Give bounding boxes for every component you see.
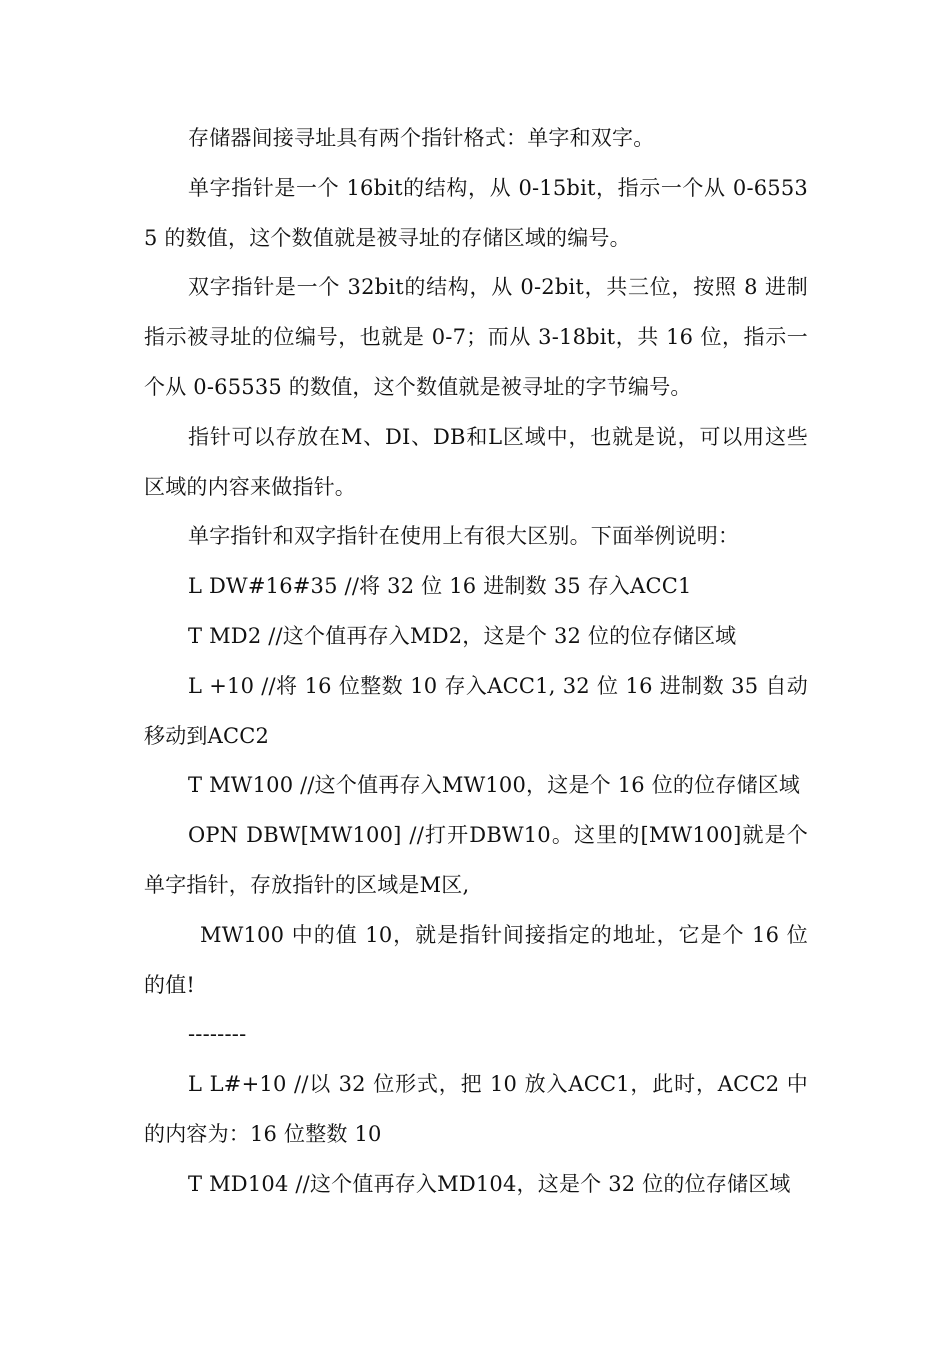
paragraph-mw100-value: MW100 中的值 10，就是指针间接指定的地址，它是个 16 位的值! xyxy=(144,922,808,997)
code-line-load-long: L L#+10 //以 32 位形式，把 10 放入ACC1，此时，ACC2 中的内容为：16 位整数 10 xyxy=(144,1072,808,1146)
paragraph-example-intro: 单字指针和双字指针在使用上有很大区别。下面举例说明： xyxy=(188,524,740,549)
code-line-load-int: L +10 //将 16 位整数 10 存入ACC1, 32 位 16 进制数 35 自动移动到ACC2 xyxy=(144,673,808,748)
separator-dashes: -------- xyxy=(188,1022,247,1047)
paragraph-single-word-pointer: 单字指针是一个 16bit的结构，从 0-15bit，指示一个从 0-65535 的数值，这个数值就是被寻址的存储区域的编号。 xyxy=(144,175,808,250)
code-line-transfer-mw100: T MW100 //这个值再存入MW100，这是个 16 位的位存储区域 xyxy=(188,773,801,798)
code-line-transfer-md2: T MD2 //这个值再存入MD2，这是个 32 位的位存储区域 xyxy=(188,623,737,648)
document-body xyxy=(144,114,808,1210)
paragraph-pointer-areas: 指针可以存放在M、DI、DB和L区域中，也就是说，可以用这些区域的内容来做指针。 xyxy=(144,424,808,499)
code-line-load-dw: L DW#16#35 //将 32 位 16 进制数 35 存入ACC1 xyxy=(188,574,692,599)
paragraph-pointer-formats: 存储器间接寻址具有两个指针格式：单字和双字。 xyxy=(188,126,655,150)
code-line-open-dbw: OPN DBW[MW100] //打开DBW10。这里的[MW100]就是个单字指针，存放指针的区域是M区, xyxy=(144,823,808,897)
code-line-transfer-md104: T MD104 //这个值再存入MD104，这是个 32 位的位存储区域 xyxy=(188,1171,791,1196)
paragraph-double-word-pointer: 双字指针是一个 32bit的结构，从 0-2bit，共三位，按照 8 进制指示被寻址的位编号，也就是 0-7；而从 3-18bit，共 16 位，指示一个从 0-65535 的数值，这个数值就是被寻址的字节编号。 xyxy=(144,275,808,399)
